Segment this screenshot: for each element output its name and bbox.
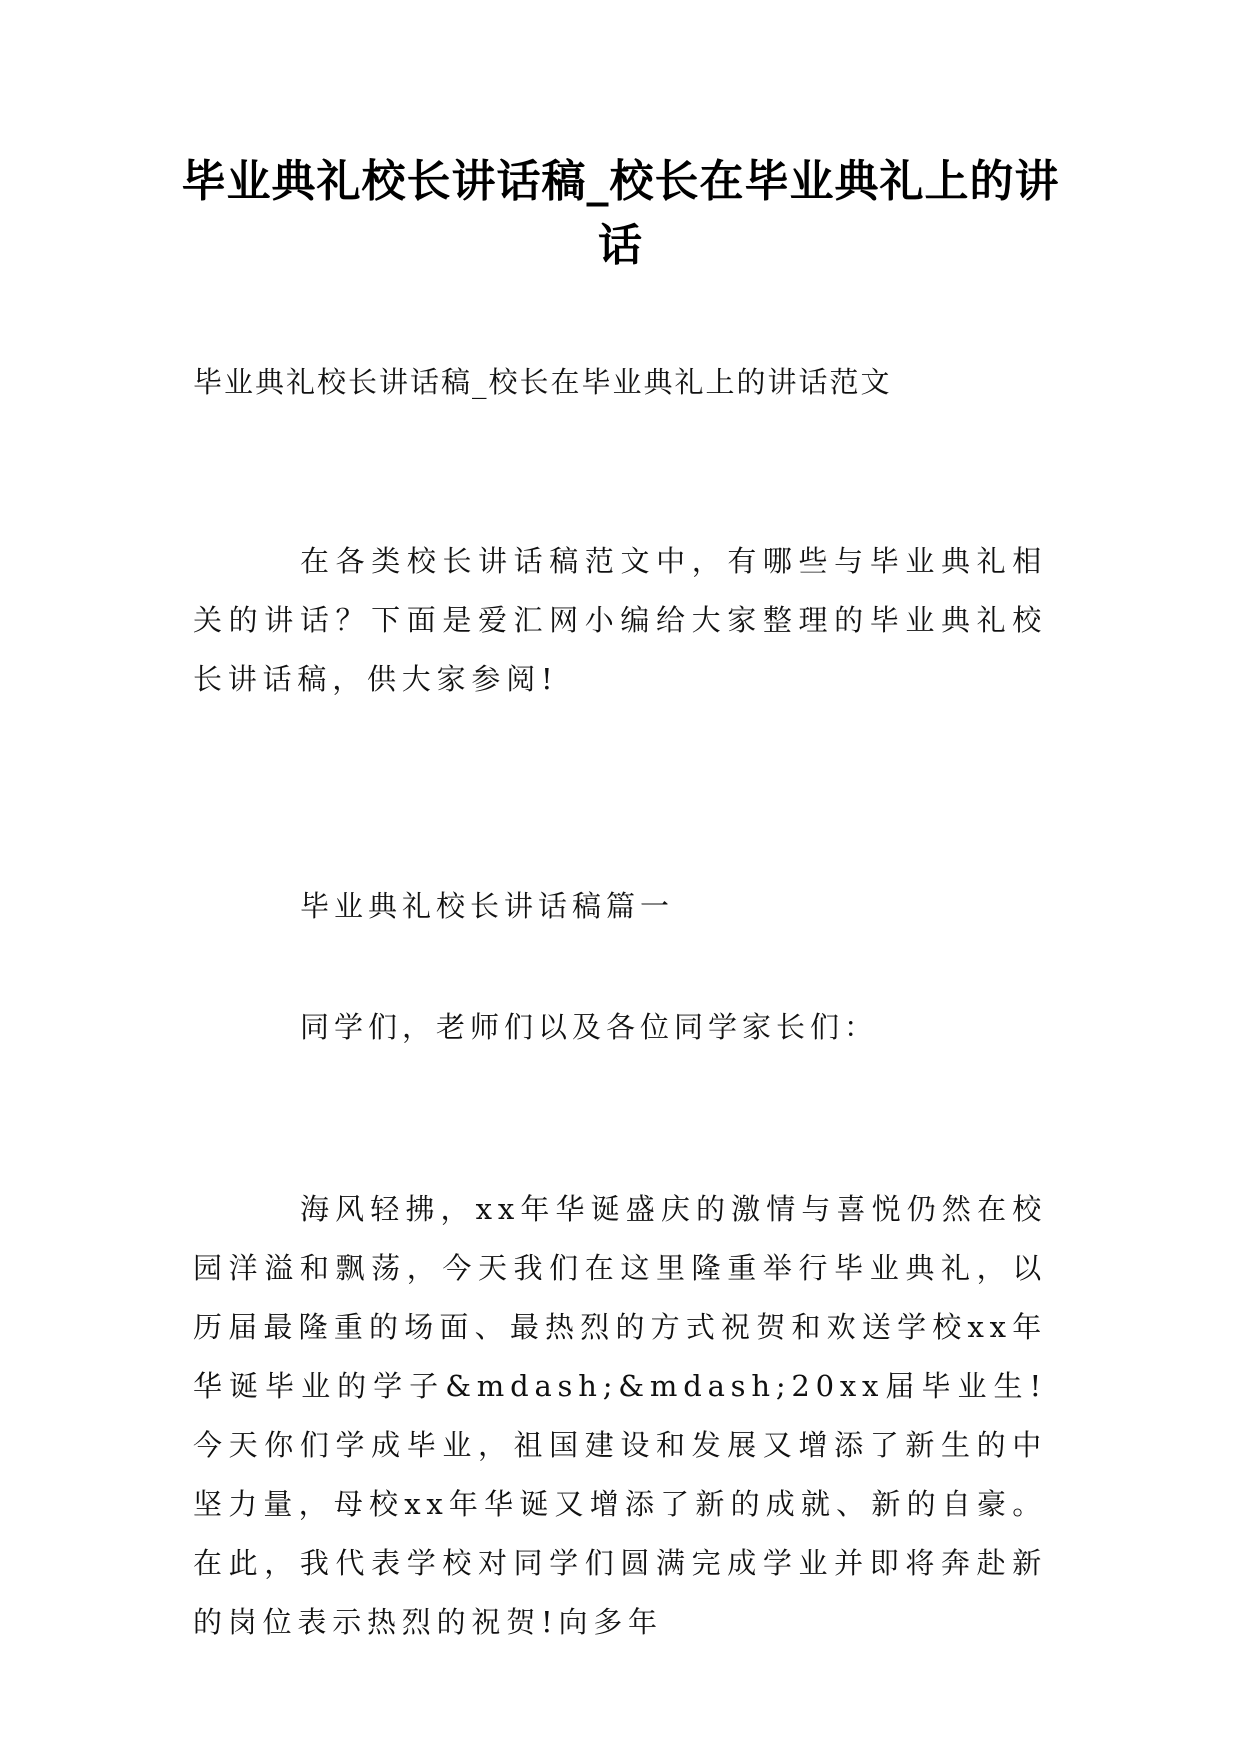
document-subtitle: 毕业典礼校长讲话稿_校长在毕业典礼上的讲话范文	[193, 365, 892, 399]
intro-paragraph: 在各类校长讲话稿范文中，有哪些与毕业典礼相关的讲话？下面是爱汇网小编给大家整理的毕业典礼校长讲话稿，供大家参阅!	[193, 544, 1047, 696]
greeting-paragraph: 同学们，老师们以及各位同学家长们：	[300, 1010, 879, 1044]
section-heading: 毕业典礼校长讲话稿篇一	[300, 889, 675, 923]
document-title: 毕业典礼校长讲话稿_校长在毕业典礼上的讲话	[181, 156, 1060, 271]
body-paragraph: 海风轻拂，xx年华诞盛庆的激情与喜悦仍然在校园洋溢和飘荡，今天我们在这里隆重举行毕业典礼，以历届最隆重的场面、最热烈的方式祝贺和欢送学校xx年华诞毕业的学子&mdash;&mdash;20xx届毕业生!今天你们学成毕业，祖国建设和发展又增添了新生的中坚力量，母校xx年华诞又增添了新的成就、新的自豪。在此，我代表学校对同学们圆满完成学业并即将奔赴新的岗位表示热烈的祝贺!向多年	[193, 1192, 1047, 1639]
